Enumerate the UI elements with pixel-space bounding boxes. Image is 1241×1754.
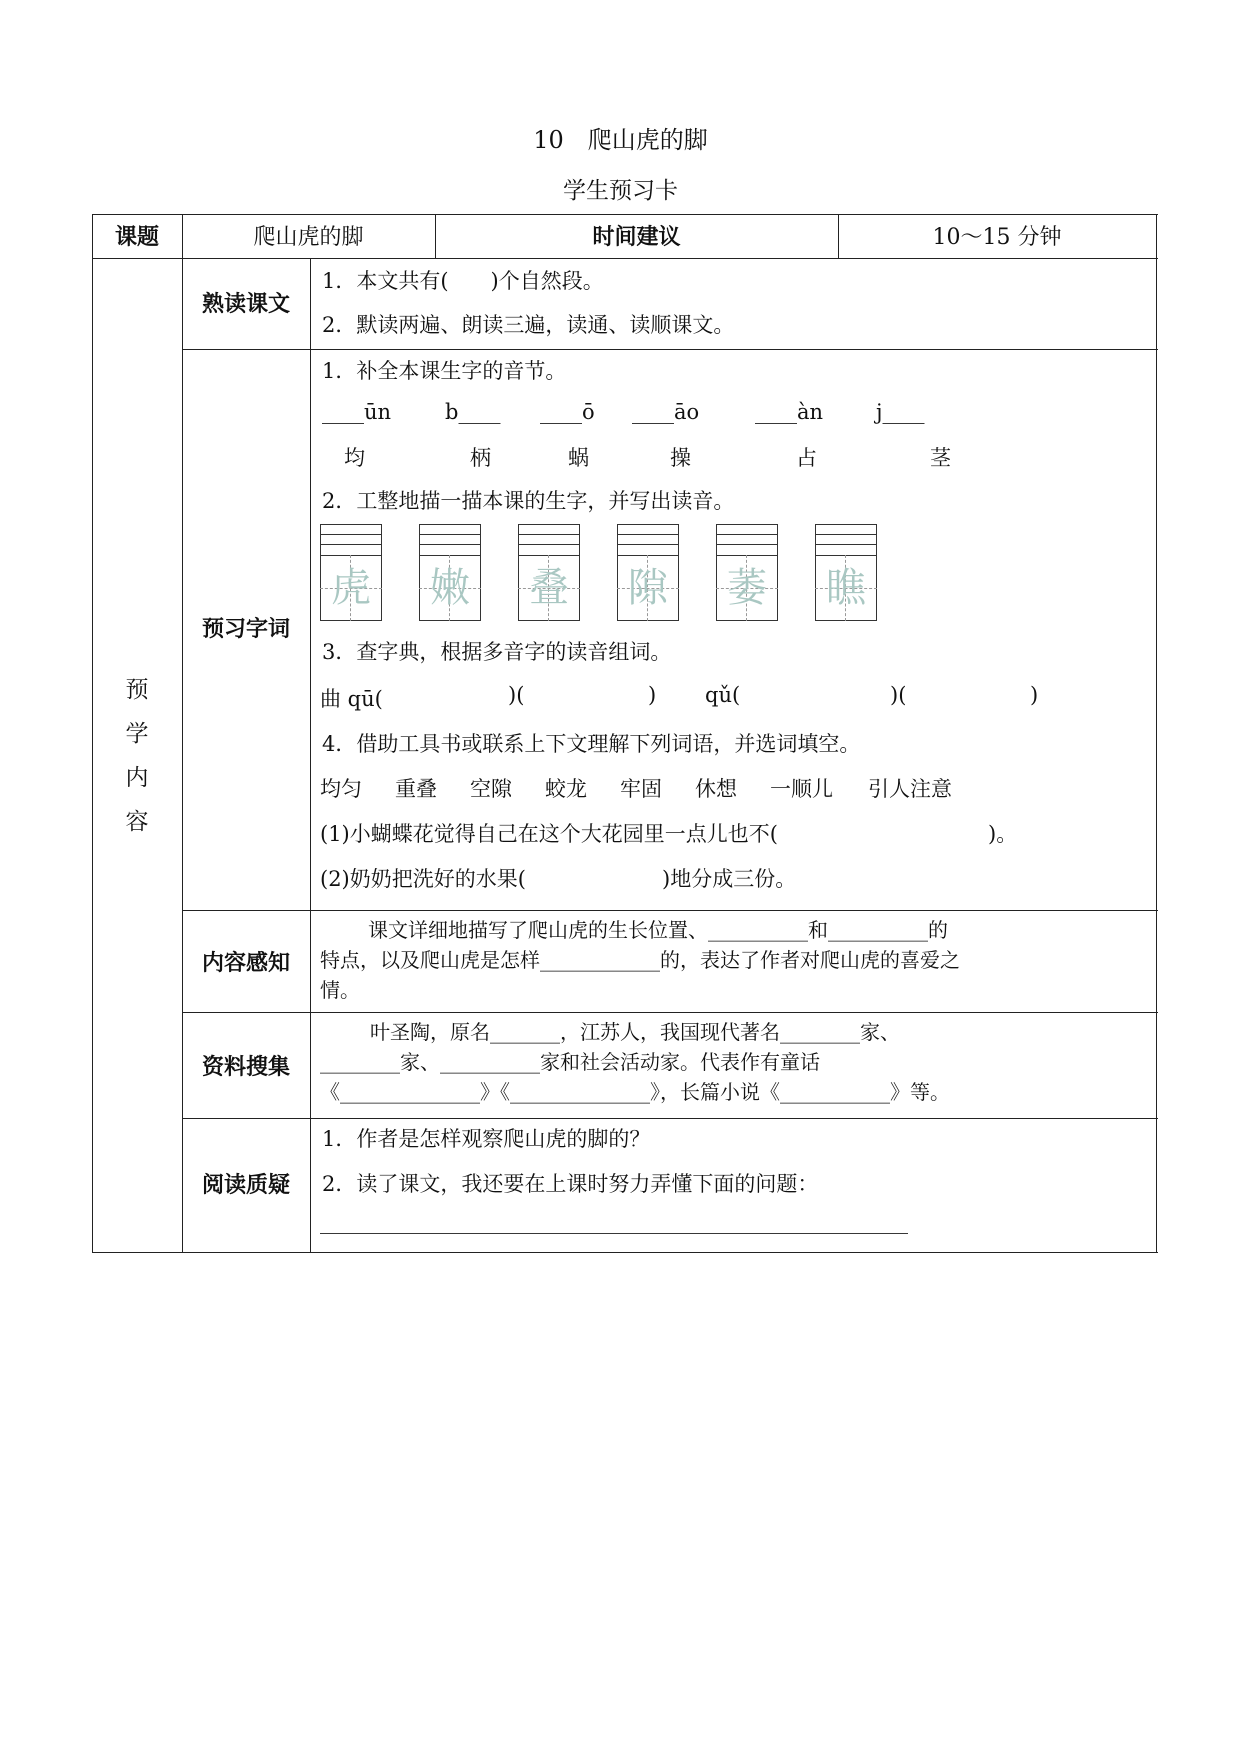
words-q2: 2．工整地描一描本课的生字，并写出读音。 xyxy=(322,489,735,513)
words-q4: 4．借助工具书或联系上下文理解下列词语，并选词填空。 xyxy=(322,732,861,756)
tracing-grid xyxy=(815,524,877,621)
tracing-char: 瞧 xyxy=(826,565,866,611)
poly-part: ) xyxy=(648,683,657,707)
pinyin-blank: j____ xyxy=(876,400,925,424)
pinyin-blank: b____ xyxy=(445,400,501,424)
info-line-3: 《______________》《______________》，长篇小说《___________》等。 xyxy=(320,1080,950,1104)
time-label: 时间建议 xyxy=(592,225,681,250)
content-line-2: 特点，以及爬山虎是怎样____________的，表达了作者对爬山虎的喜爱之 xyxy=(320,948,960,972)
target-char: 柄 xyxy=(470,446,491,470)
vocab-word: 蛟龙 xyxy=(545,777,587,801)
side-label: 预 学 内 容 xyxy=(125,677,149,835)
tracing-char: 叠 xyxy=(529,565,569,611)
target-char: 均 xyxy=(344,446,365,470)
section-label-words: 预习字词 xyxy=(201,617,290,642)
info-line-2: ________家、__________家和社会活动家。代表作有童话 xyxy=(320,1050,820,1074)
poly-part: )( xyxy=(890,683,907,707)
section-label-content: 内容感知 xyxy=(201,951,290,976)
read-line-1: 1．本文共有( )个自然段。 xyxy=(322,269,604,293)
question-answer-line: ________________________________________________________ xyxy=(320,1210,908,1234)
fill-sentence-1-end: )。 xyxy=(988,822,1018,846)
poly-part: ) xyxy=(1030,683,1039,707)
vocab-word: 牢固 xyxy=(620,777,662,801)
poly-part: qǔ( xyxy=(705,683,741,707)
topic-label: 课题 xyxy=(114,225,159,250)
content-line-3: 情。 xyxy=(320,978,360,1002)
section-label-info: 资料搜集 xyxy=(201,1055,290,1080)
pinyin-blank: ____āo xyxy=(632,400,700,424)
info-line-1: 叶圣陶，原名_______，江苏人，我国现代著名________家、 xyxy=(370,1020,900,1044)
read-line-2: 2．默读两遍、朗读三遍，读通、读顺课文。 xyxy=(322,313,735,337)
tracing-grid xyxy=(617,524,679,621)
time-value: 10～15 分钟 xyxy=(932,225,1062,250)
vocab-word: 均匀 xyxy=(320,777,362,801)
pinyin-blank: ____ō xyxy=(540,400,595,424)
fill-sentence-2: (2)奶奶把洗好的水果( xyxy=(320,867,526,891)
tracing-grid xyxy=(518,524,580,621)
target-char: 茎 xyxy=(930,446,951,470)
tracing-char: 萎 xyxy=(727,565,767,611)
tracing-grid xyxy=(320,524,382,621)
pinyin-blank: ____àn xyxy=(755,400,824,424)
vocab-word: 引人注意 xyxy=(868,777,952,801)
tracing-grid xyxy=(419,524,481,621)
pinyin-blank: ____ūn xyxy=(322,400,392,424)
fill-sentence-2-end: )地分成三份。 xyxy=(662,867,797,891)
tracing-char: 嫩 xyxy=(430,565,470,611)
target-char: 占 xyxy=(796,446,817,470)
vocab-word: 休想 xyxy=(695,777,737,801)
vocab-word: 空隙 xyxy=(470,777,512,801)
target-char: 蜗 xyxy=(568,446,589,470)
vocab-word: 一顺儿 xyxy=(770,777,833,801)
vocab-word: 重叠 xyxy=(395,777,437,801)
tracing-grid xyxy=(716,524,778,621)
content-line-1: 课文详细地描写了爬山虎的生长位置、__________和__________的 xyxy=(368,918,948,942)
poly-part: 曲 qū( xyxy=(320,687,383,711)
question-line-1: 1．作者是怎样观察爬山虎的脚的？ xyxy=(322,1127,651,1151)
words-q1: 1．补全本课生字的音节。 xyxy=(322,359,567,383)
section-label-read: 熟读课文 xyxy=(201,292,290,317)
poly-part: )( xyxy=(508,683,525,707)
question-line-2: 2．读了课文，我还要在上课时努力弄懂下面的问题： xyxy=(322,1172,819,1196)
tracing-char: 虎 xyxy=(331,565,371,611)
fill-sentence-1: (1)小蝴蝶花觉得自己在这个大花园里一点儿也不( xyxy=(320,822,778,846)
section-label-question: 阅读质疑 xyxy=(201,1173,290,1198)
topic-value: 爬山虎的脚 xyxy=(253,225,364,250)
words-q3: 3．查字典，根据多音字的读音组词。 xyxy=(322,640,672,664)
tracing-char: 隙 xyxy=(628,565,668,611)
card-subtitle: 学生预习卡 xyxy=(563,178,678,204)
target-char: 操 xyxy=(670,446,691,470)
document-title: 10 爬山虎的脚 xyxy=(533,126,708,154)
